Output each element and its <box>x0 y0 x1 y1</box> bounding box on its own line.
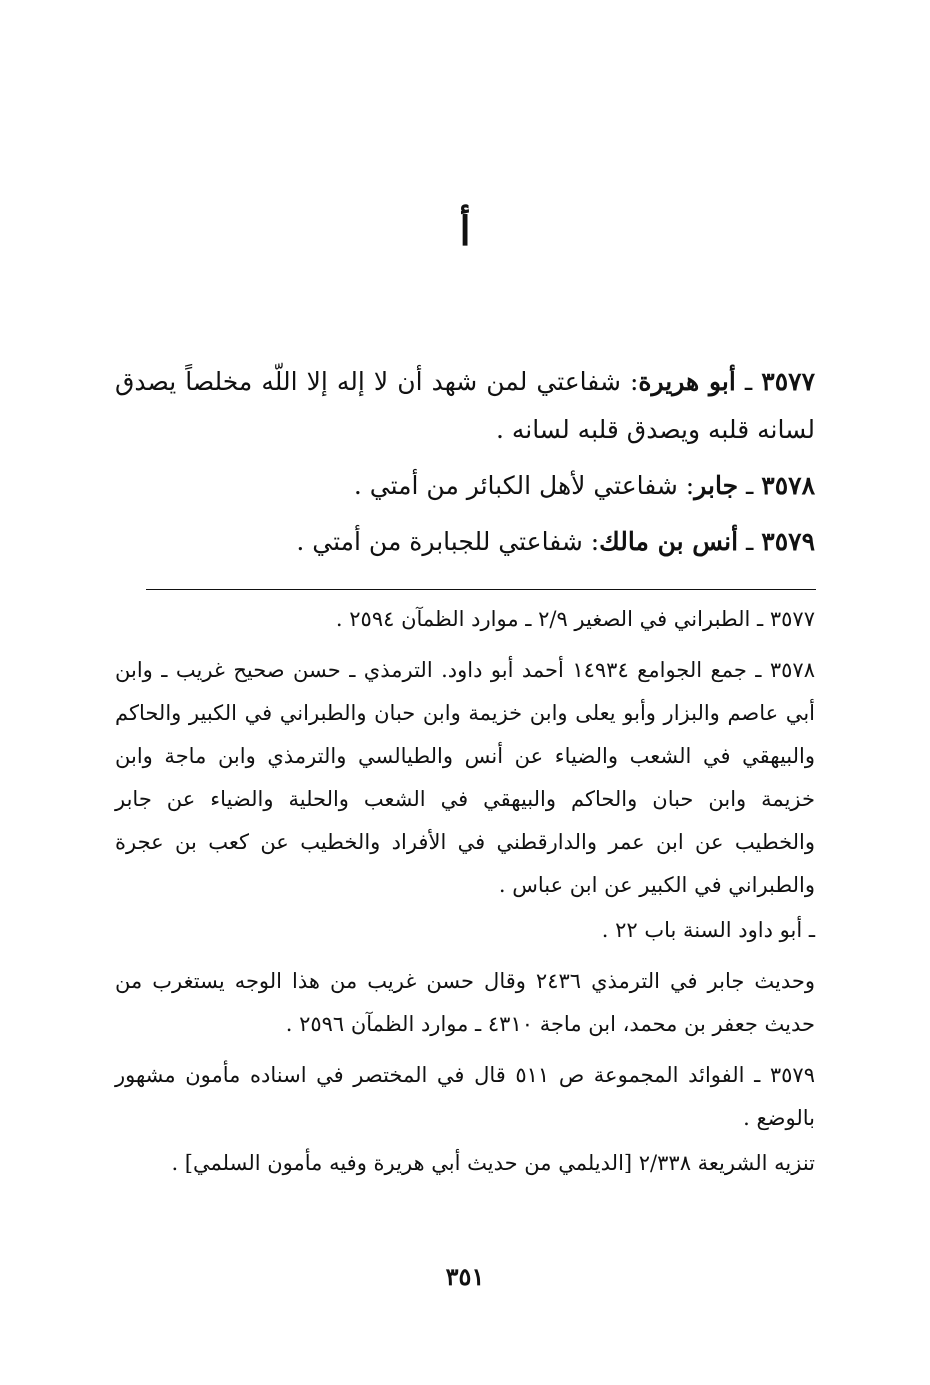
section-letter: أ <box>459 208 471 255</box>
footnote: تنزيه الشريعة ٢/٣٣٨ [الديلمي من حديث أبي هريرة وفيه مأمون السلمي] . <box>171 1151 815 1175</box>
footnote: ـ أبو داود السنة باب ٢٢ . <box>601 918 815 942</box>
page-number: ٣٥١ <box>445 1262 485 1291</box>
hadith-text: : شفاعتي للجبابرة من أمتي . <box>296 527 600 556</box>
hadith-narrator: جابر <box>694 471 739 500</box>
hadith-list <box>115 358 815 574</box>
hadith-entry <box>115 462 815 510</box>
footnote-divider <box>146 589 816 590</box>
hadith-dash: ـ <box>744 367 753 396</box>
hadith-number: ٣٥٧٩ <box>761 527 815 556</box>
footnote: ٣٥٧٩ ـ الفوائد المجموعة ص ٥١١ قال في المختصر في اسناده مأمون مشهور بالوضع . <box>115 1063 815 1130</box>
hadith-dash: ـ <box>746 527 754 556</box>
footnotes <box>115 598 815 1193</box>
footnote: ٣٥٧٧ ـ الطبراني في الصغير ٢/٩ ـ موارد الظمآن ٢٥٩٤ . <box>335 607 815 631</box>
footnote: وحديث جابر في الترمذي ٢٤٣٦ وقال حسن غريب من هذا الوجه يستغرب من حديث جعفر بن محمد، ابن ماجة ٤٣١٠ ـ موارد الظمآن ٢٥٩٦ . <box>115 969 815 1036</box>
hadith-narrator: أنس بن مالك <box>599 527 739 556</box>
hadith-text: : شفاعتي لمن شهد أن لا إله إلا اللّه مخلصاً يصدق لسانه قلبه ويصدق قلبه لسانه . <box>115 367 815 444</box>
hadith-entry <box>115 518 815 566</box>
hadith-narrator: أبو هريرة <box>638 367 736 396</box>
footnote: ٣٥٧٨ ـ جمع الجوامع ١٤٩٣٤ أحمد أبو داود. الترمذي ـ حسن صحيح غريب ـ وابن أبي عاصم والبزار وأبو يعلى وابن خزيمة وابن حبان والطبراني في الكبير والحاكم والبيهقي في الشعب والضياء عن أنس والطيالسي والترمذي وابن ماجة وابن خزيمة وابن حبان والحاكم والبيهقي في الشعب والحلية والضياء عن جابر والخطيب عن ابن عمر والدارقطني في الأفراد والخطيب عن كعب بن عجرة والطبراني في الكبير عن ابن عباس . <box>115 658 815 897</box>
hadith-entry <box>115 358 815 454</box>
hadith-number: ٣٥٧٧ <box>761 367 816 396</box>
hadith-dash: ـ <box>746 471 754 500</box>
hadith-text: : شفاعتي لأهل الكبائر من أمتي . <box>353 471 695 500</box>
hadith-number: ٣٥٧٨ <box>761 471 815 500</box>
